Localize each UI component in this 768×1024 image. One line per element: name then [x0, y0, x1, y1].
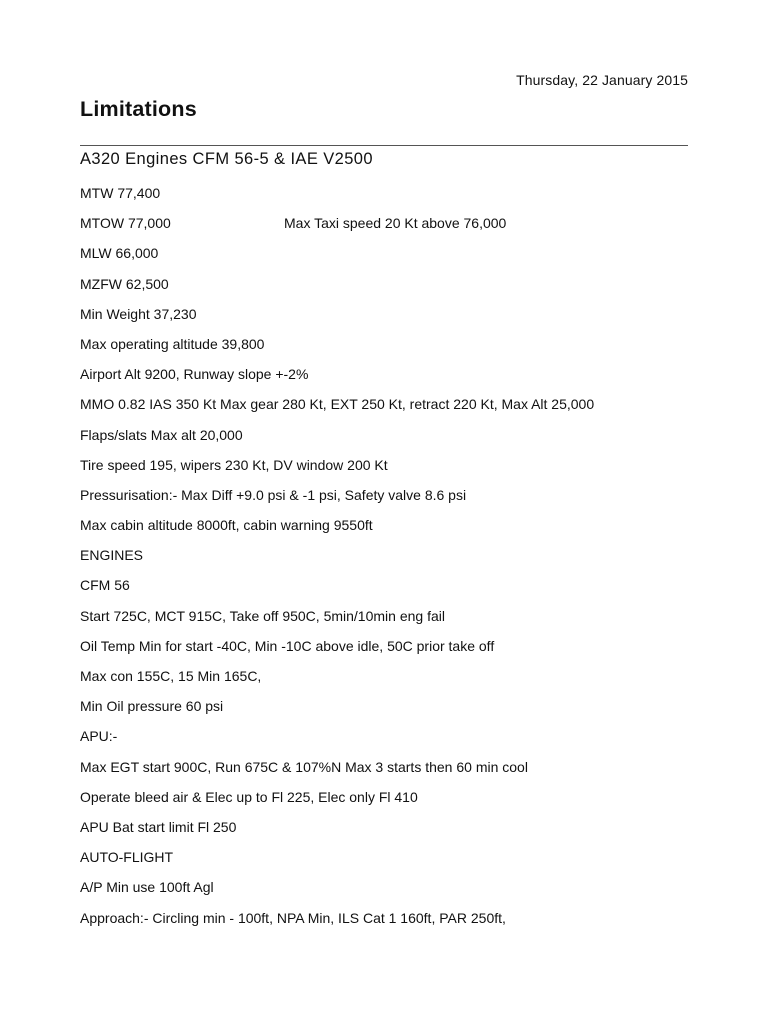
list-item	[80, 546, 720, 576]
list-item	[80, 214, 720, 244]
line-text: CFM 56	[80, 577, 130, 594]
line-text: Min Oil pressure 60 psi	[80, 698, 224, 715]
line-text: Operate bleed air & Elec up to Fl 225, Elec only Fl 410	[80, 788, 418, 805]
line-text: A/P Min use 100ft Agl	[80, 879, 214, 896]
list-item	[80, 607, 720, 637]
line-text: Max EGT start 900C, Run 675C & 107%N Max 3 starts then 60 min cool	[80, 758, 528, 775]
list-item	[80, 727, 720, 757]
line-text: Flaps/slats Max alt 20,000	[80, 426, 243, 443]
document-date: Thursday, 22 January 2015	[516, 72, 688, 88]
list-item	[80, 667, 720, 697]
section-heading-apu: APU:-	[80, 728, 118, 745]
line-text: Min Weight 37,230	[80, 305, 197, 322]
list-item	[80, 818, 720, 848]
list-item	[80, 184, 720, 214]
line-text: Approach:- Circling min - 100ft, NPA Min, ILS Cat 1 160ft, PAR 250ft,	[80, 909, 506, 926]
section-heading-engines: ENGINES	[80, 547, 144, 564]
section-heading-auto-flight: AUTO-FLIGHT	[80, 849, 174, 866]
section-subtitle: A320 Engines CFM 56-5 & IAE V2500	[80, 150, 373, 168]
list-item	[80, 758, 720, 788]
line-text: Airport Alt 9200, Runway slope +-2%	[80, 366, 309, 383]
list-item	[80, 426, 720, 456]
list-item	[80, 244, 720, 274]
line-text: APU Bat start limit Fl 250	[80, 818, 237, 835]
page-title: Limitations	[80, 97, 197, 121]
line-text: Max operating altitude 39,800	[80, 335, 265, 352]
list-item	[80, 335, 720, 365]
list-item	[80, 909, 720, 939]
line-text: MMO 0.82 IAS 350 Kt Max gear 280 Kt, EXT 250 Kt, retract 220 Kt, Max Alt 25,000	[80, 396, 595, 413]
list-item	[80, 788, 720, 818]
line-text: Max cabin altitude 8000ft, cabin warning 9550ft	[80, 517, 373, 534]
line-text: Pressurisation:- Max Diff +9.0 psi & -1 psi, Safety valve 8.6 psi	[80, 486, 467, 503]
line-text: Oil Temp Min for start -40C, Min -10C above idle, 50C prior take off	[80, 637, 495, 654]
list-item	[80, 456, 720, 486]
line-text: MZFW 62,500	[80, 275, 169, 292]
list-item	[80, 697, 720, 727]
line-text: Max con 155C, 15 Min 165C,	[80, 668, 262, 684]
list-item	[80, 395, 720, 425]
line-text: Tire speed 195, wipers 230 Kt, DV window 200 Kt	[80, 456, 388, 473]
list-item	[80, 275, 720, 305]
title-divider	[80, 145, 688, 146]
list-item	[80, 848, 720, 878]
line-text: MTW 77,400	[80, 185, 161, 201]
line-text: MLW 66,000	[80, 245, 159, 262]
taxi-speed-note: Max Taxi speed 20 Kt above 76,000	[284, 215, 507, 232]
line-text: MTOW 77,000	[80, 215, 171, 232]
limitations-list	[80, 184, 720, 939]
list-item	[80, 576, 720, 606]
list-item	[80, 878, 720, 908]
line-text: Start 725C, MCT 915C, Take off 950C, 5min/10min eng fail	[80, 607, 445, 624]
list-item	[80, 637, 720, 667]
list-item	[80, 305, 720, 335]
list-item	[80, 365, 720, 395]
list-item	[80, 516, 720, 546]
list-item	[80, 486, 720, 516]
